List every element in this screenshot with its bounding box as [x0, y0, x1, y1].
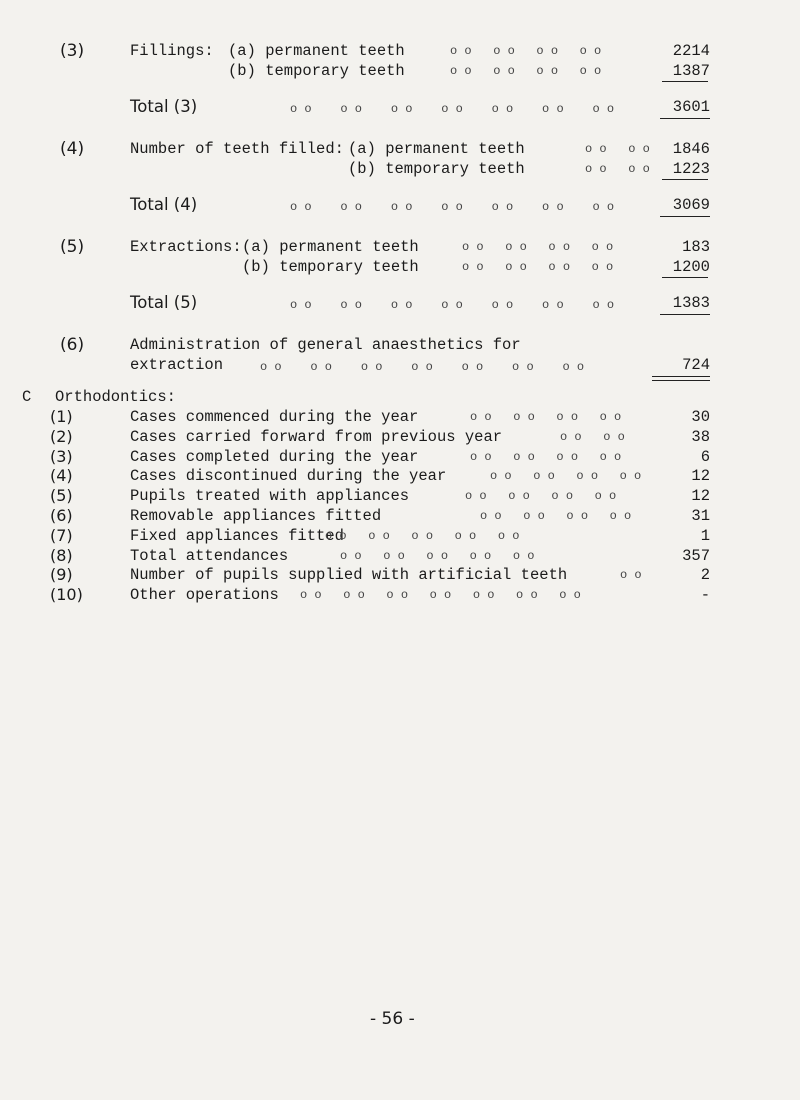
- ortho-item-label: Cases commenced during the year: [130, 408, 419, 426]
- teeth-filled-b-label: (b) temporary teeth: [348, 160, 525, 178]
- ortho-item-number: (8): [50, 545, 73, 565]
- fillings-total-value: 3601: [672, 98, 710, 116]
- total-rule: [660, 216, 710, 217]
- ortho-item-number: (9): [50, 565, 73, 585]
- fillings-label: Fillings:: [130, 42, 214, 60]
- anaesthetics-line2: extraction: [130, 356, 224, 374]
- leader-dots: o o o o: [560, 429, 625, 444]
- ortho-item-label: Removable appliances fitted: [130, 507, 382, 525]
- leader-dots: o o o o o o o o: [462, 260, 614, 274]
- section-letter: C: [22, 388, 32, 406]
- leader-dots: o o o o o o o o: [470, 449, 622, 464]
- item-number: (4): [60, 139, 85, 159]
- ortho-item-number: (6): [50, 506, 73, 525]
- leader-dots: o o o o o o o o: [465, 489, 617, 504]
- leader-dots: o o o o o o o o: [450, 44, 602, 58]
- total-rule: [660, 118, 710, 119]
- teeth-filled-total-label: Total (4): [130, 195, 198, 214]
- ortho-item-number: (7): [50, 525, 73, 545]
- teeth-filled-b-value: 1223: [672, 160, 710, 178]
- ortho-item-number: (4): [50, 466, 73, 486]
- ortho-item-label: Total attendances: [130, 546, 289, 565]
- item-number: (6): [60, 335, 85, 355]
- subtotal-rule: [662, 277, 708, 278]
- leader-dots: o o o o o o o o o o o o o o: [260, 360, 585, 374]
- extractions-total-value: 1383: [672, 294, 710, 312]
- ortho-item-value: 1: [700, 526, 710, 545]
- ortho-item-label: Fixed appliances fitted: [130, 526, 344, 545]
- item-number: (5): [60, 237, 85, 257]
- leader-dots: o o o o o o o o: [480, 509, 632, 523]
- extractions-a-label: (a) permanent teeth: [242, 238, 419, 256]
- ortho-item-value: 357: [682, 546, 710, 565]
- fillings-a-value: 2214: [672, 42, 710, 60]
- ortho-item-value: -: [700, 586, 710, 605]
- leader-dots: o o o o o o o o o o: [340, 548, 535, 563]
- ortho-item-number: (1): [50, 407, 73, 426]
- subtotal-rule: [662, 81, 708, 82]
- anaesthetics-line1: Administration of general anaesthetics for: [130, 336, 521, 354]
- leader-dots: o o o o o o o o o o o o o o: [290, 298, 615, 312]
- ortho-item-number: (3): [50, 446, 73, 466]
- ortho-item-value: 30: [691, 408, 710, 426]
- leader-dots: o o o o o o o o: [462, 240, 614, 254]
- orthodontics-heading: Orthodontics:: [55, 388, 176, 406]
- ortho-item-value: 31: [691, 507, 710, 525]
- leader-dots: o o o o o o o o o o: [325, 528, 520, 543]
- teeth-filled-a-label: (a) permanent teeth: [348, 140, 525, 158]
- ortho-item-value: 6: [700, 447, 710, 466]
- fillings-a-label: (a) permanent teeth: [228, 42, 405, 60]
- extractions-b-value: 1200: [672, 258, 710, 276]
- ortho-item-value: 12: [691, 487, 710, 506]
- extractions-total-label: Total (5): [130, 293, 198, 312]
- ortho-item-number: (5): [50, 486, 73, 506]
- subtotal-rule: [662, 179, 708, 180]
- leader-dots: o o o o: [585, 142, 650, 156]
- anaesthetics-value: 724: [682, 356, 710, 374]
- ortho-item-label: Cases carried forward from previous year: [130, 427, 503, 446]
- ortho-item-label: Pupils treated with appliances: [130, 487, 410, 506]
- leader-dots: o o o o: [585, 162, 650, 176]
- leader-dots: o o o o o o o o o o o o o o: [300, 588, 581, 603]
- fillings-total-label: Total (3): [130, 97, 198, 116]
- ortho-item-number: (10): [50, 585, 83, 605]
- leader-dots: o o: [620, 568, 642, 583]
- ortho-item-value: 38: [691, 427, 710, 446]
- ortho-item-label: Cases discontinued during the year: [130, 467, 447, 486]
- ortho-item-value: 2: [700, 566, 710, 585]
- ortho-item-number: (2): [50, 426, 73, 446]
- ortho-item-label: Cases completed during the year: [130, 447, 419, 466]
- leader-dots: o o o o o o o o o o o o o o: [290, 200, 615, 214]
- teeth-filled-total-value: 3069: [672, 196, 710, 214]
- leader-dots: o o o o o o o o: [490, 469, 642, 484]
- page-number: - 56 -: [370, 1009, 415, 1029]
- extractions-a-value: 183: [682, 238, 710, 256]
- item-number: (3): [60, 41, 85, 61]
- ortho-item-value: 12: [691, 467, 710, 486]
- double-rule: [652, 376, 710, 381]
- ortho-item-label: Number of pupils supplied with artificial teeth: [130, 566, 568, 585]
- fillings-b-label: (b) temporary teeth: [228, 62, 405, 80]
- leader-dots: o o o o o o o o: [450, 64, 602, 78]
- ortho-item-label: Other operations: [130, 586, 279, 605]
- extractions-label: Extractions:: [130, 238, 242, 256]
- total-rule: [660, 314, 710, 315]
- leader-dots: o o o o o o o o o o o o o o: [290, 102, 615, 116]
- fillings-b-value: 1387: [672, 62, 710, 80]
- teeth-filled-a-value: 1846: [672, 140, 710, 158]
- teeth-filled-label: Number of teeth filled:: [130, 140, 344, 158]
- leader-dots: o o o o o o o o: [470, 410, 622, 424]
- extractions-b-label: (b) temporary teeth: [242, 258, 419, 276]
